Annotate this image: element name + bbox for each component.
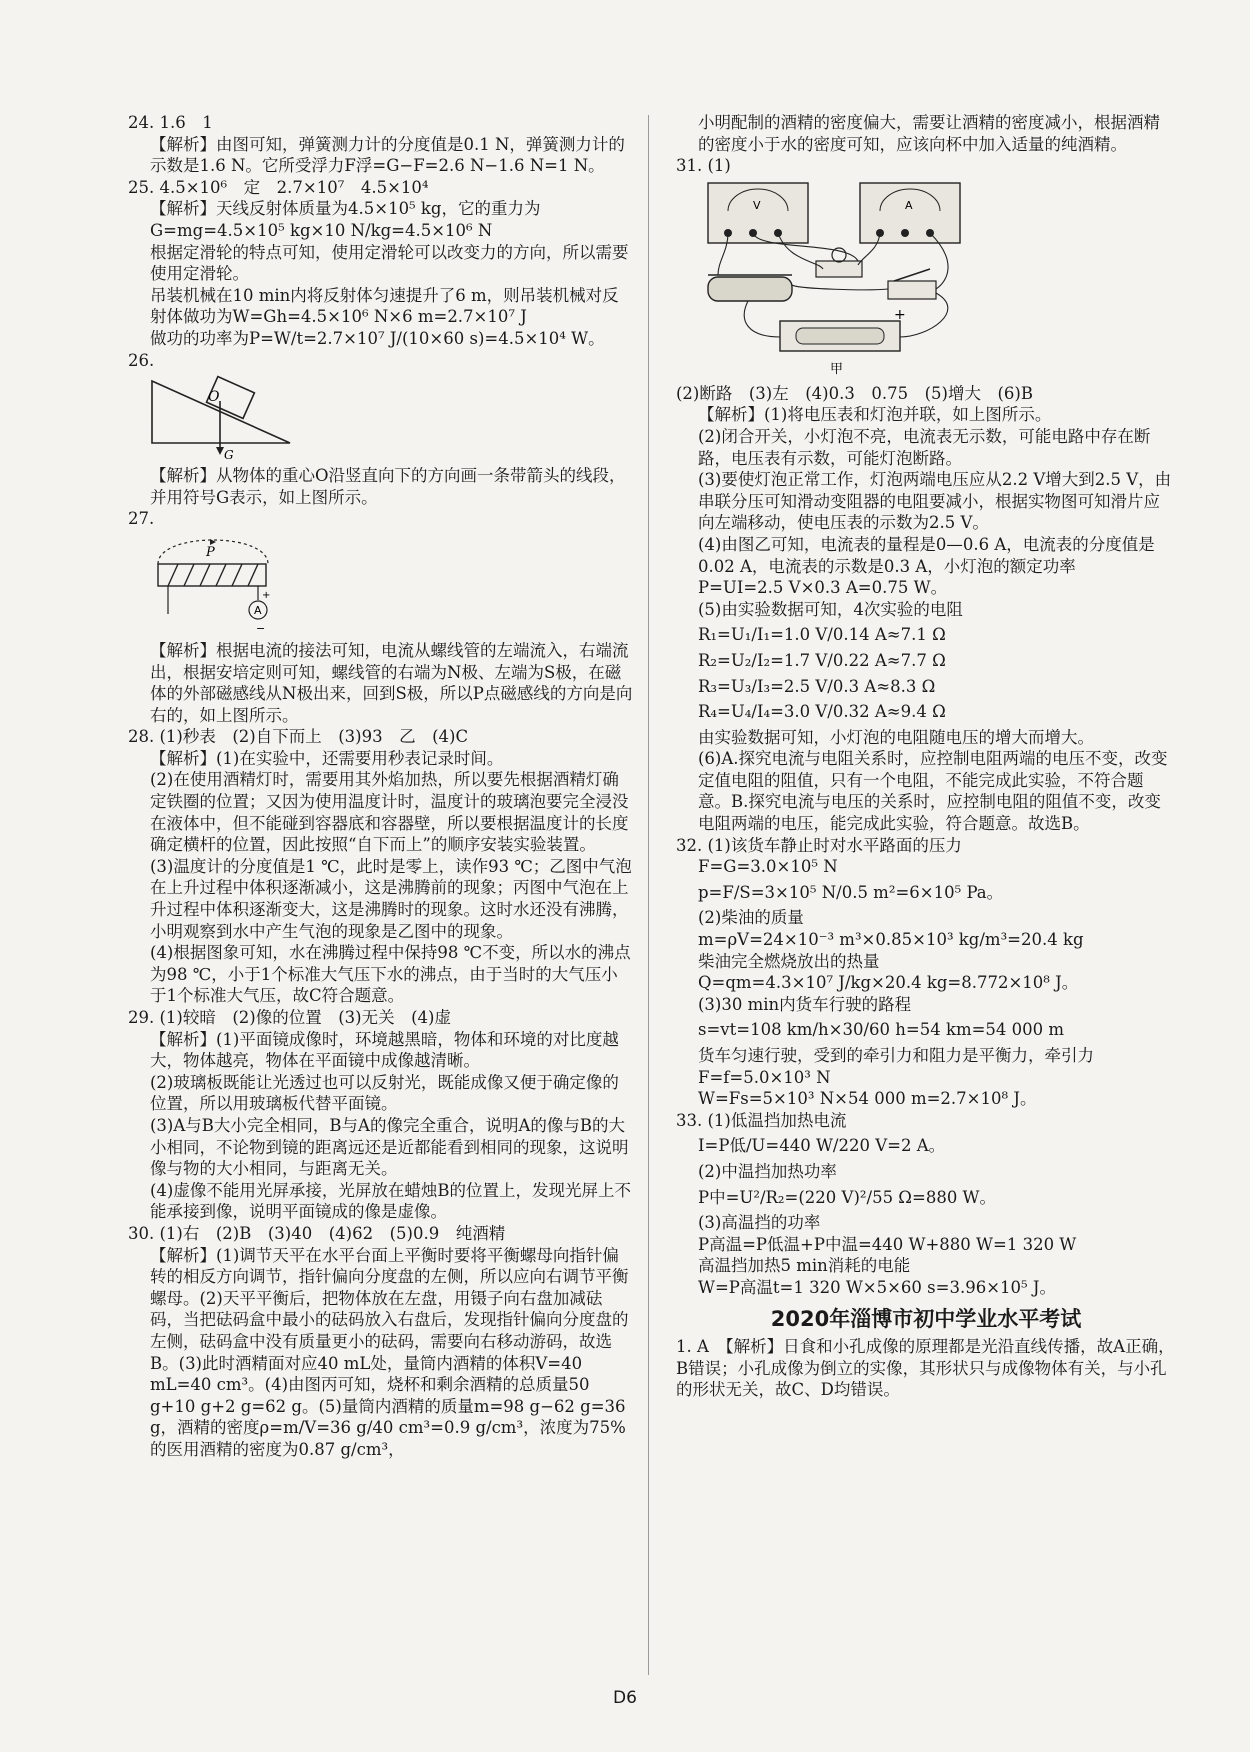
q28-explanation-1: 【解析】(1)在实验中，还需要用秒表记录时间。: [150, 748, 504, 768]
label-p: P: [206, 544, 215, 560]
q28-explanation-3: (3)温度计的分度值是1 ℃，此时是零上，读作93 ℃；乙图中气泡在上升过程中体积逐渐减小，这是沸腾前的现象；丙图中气泡在上升过程中体积逐渐变大，这是沸腾时的现象。这时水还没有沸腾，小明观察到水中产生气泡的现象是乙图中的现象。: [150, 856, 632, 941]
q31-power-formula: P=UI=2.5 V×0.3 A=0.75 W。: [698, 578, 948, 598]
q31-resistance-4: R₄=U₄/I₄=3.0 V/0.32 A≈9.4 Ω: [698, 702, 946, 722]
q33-line-1: I=P低/U=440 W/220 V=2 A。: [698, 1136, 946, 1156]
q30-explanation-continued: 小明配制的酒精的密度偏大，需要让酒精的密度减小，根据酒精的密度小于水的密度可知，应该向杯中加入适量的纯酒精。: [698, 113, 1160, 154]
switch-lever: [894, 269, 930, 281]
q33-line-5: P高温=P低温+P中温=440 W+880 W=1 320 W: [698, 1234, 1077, 1254]
q31-explanation-5: (5)由实验数据可知，4次实验的电阻: [698, 599, 963, 619]
q30-answer: 30. (1)右 (2)B (3)40 (4)62 (5)0.9 纯酒精: [128, 1223, 506, 1243]
q33-line-2: (2)中温挡加热功率: [698, 1161, 837, 1181]
battery-plus: +: [894, 306, 906, 323]
q32-line-3: (2)柴油的质量: [698, 908, 804, 928]
q32-line-10: W=Fs=5×10³ N×54 000 m=2.7×10⁸ J。: [698, 1089, 1037, 1109]
q25-answer: 25. 4.5×10⁶ 定 2.7×10⁷ 4.5×10⁴: [128, 177, 429, 197]
q32-line-8: s=vt=108 km/h×30/60 h=54 km=54 000 m: [698, 1020, 1065, 1040]
q33-line-3: P中=U²/R₂=(220 V)²/55 Ω=880 W。: [698, 1187, 997, 1207]
q33-line-7: W=P高温t=1 320 W×5×60 s=3.96×10⁵ J。: [698, 1277, 1056, 1297]
q32-line-7: (3)30 min内货车行驶的路程: [698, 994, 912, 1014]
q25-explanation-3: 吊装机械在10 min内将反射体匀速提升了6 m，则吊装机械对反射体做功为W=Gh=4.5×10⁶ N×6 m=2.7×10⁷ J: [150, 285, 619, 327]
q24-explanation: 【解析】由图可知，弹簧测力计的分度值是0.1 N，弹簧测力计的示数是1.6 N。它所受浮力F浮=G−F=2.6 N−1.6 N=1 N。: [150, 134, 625, 176]
q32-line-9: 货车匀速行驶，受到的牵引力和阻力是平衡力，牵引力F=f=5.0×10³ N: [698, 1046, 1094, 1087]
left-column: [128, 112, 634, 1460]
q30-explanation: 【解析】(1)调节天平在水平台面上平衡时要将平衡螺母向指针偏转的相反方向调节，指针偏向分度盘的左侧，所以应向右调节平衡螺母。(2)天平平衡后，把物体放在左盘，用镊子向右盘加减砝码，当把砝码盒中最小的砝码放入右盘后，发现指针偏向分度盘的左侧，砝码盒中没有质量更小的砝码，需要向右移动游码，故选B。(3)此时酒精面对应40 mL处，量筒内酒精的体积V=40 mL=40 cm³。(4)由图丙可知，烧杯和剩余酒精的总质量50 g+10 g+2 g=62 g。(5)量筒内酒精的质量m=98 g−62 g=36 g，酒精的密度ρ=m/V=36 g/40 cm³=0.9 g/cm³，浓度为75%的医用酒精的密度为0.87 g/cm³，: [150, 1245, 629, 1459]
q27-solenoid-figure: [150, 534, 280, 634]
q24-answer: 24. 1.6 1: [128, 113, 213, 132]
q25-explanation-1: 【解析】天线反射体质量为4.5×10⁵ kg，它的重力为G=mg=4.5×10⁵ kg×10 N/kg=4.5×10⁶ N: [150, 199, 541, 240]
section-title: 2020年淄博市初中学业水平考试: [770, 1306, 1082, 1331]
q26-label: 26.: [128, 350, 155, 370]
solenoid-coil: [168, 564, 258, 586]
q29-explanation-3: (3)A与B大小完全相同，B与A的像完全重合，说明A的像与B的大小相同，不论物到镜的距离远还是近都能看到相同的现象，这说明像与物的大小相同，与距离无关。: [150, 1115, 629, 1179]
q29-answer: 29. (1)较暗 (2)像的位置 (3)无关 (4)虚: [128, 1008, 451, 1027]
label-g: G: [224, 448, 234, 460]
page-number: D6: [613, 1688, 637, 1708]
q32-line-2: p=F/S=3×10⁵ N/0.5 m²=6×10⁵ Pa。: [698, 882, 1004, 902]
q25-explanation-4: 做功的功率为P=W/t=2.7×10⁷ J/(10×60 s)=4.5×10⁴ W。: [150, 328, 605, 348]
q28-explanation-4: (4)根据图象可知，水在沸腾过程中保持98 ℃不变，所以水的沸点为98 ℃，小于1个标准大气压下水的沸点，由于当时的大气压小于1个标准大气压，故C符合题意。: [150, 943, 631, 1006]
q31-conclusion: 由实验数据可知，小灯泡的电阻随电压的增大而增大。: [698, 727, 1094, 747]
column-divider: [648, 115, 649, 1675]
q32-line-1: F=G=3.0×10⁵ N: [698, 857, 838, 877]
q29-explanation-1: 【解析】(1)平面镜成像时，环境越黑暗，物体和环境的对比度越大，物体越亮，物体在平面镜中成像越清晰。: [150, 1029, 619, 1071]
q28-answer: 28. (1)秒表 (2)自下而上 (3)93 乙 (4)C: [128, 727, 469, 747]
minus-sign: −: [256, 621, 266, 634]
q26-incline-figure: [150, 375, 350, 459]
q31-label: 31. (1): [676, 156, 731, 176]
q27-explanation: 【解析】根据电流的接法可知，电流从螺线管的左端流入，右端流出，根据安培定则可知，螺线管的右端为N极、左端为S极，在磁体的外部磁感线从N极出来，回到S极，所以P点磁感线的方向是向右的，如上图所示。: [150, 640, 633, 725]
q33-line-6: 高温挡加热5 min消耗的电能: [698, 1256, 911, 1276]
q31-resistance-2: R₂=U₂/I₂=1.7 V/0.22 A≈7.7 Ω: [698, 650, 946, 670]
voltmeter-box: [708, 183, 808, 243]
q31-explanation-3: (3)要使灯泡正常工作，灯泡两端电压应从2.2 V增大到2.5 V，由串联分压可知滑动变阻器的电阻要减小，根据实物图可知滑片应向左端移动，使电压表的示数为2.5 V。: [698, 470, 1172, 533]
q31-resistance-1: R₁=U₁/I₁=1.0 V/0.14 A≈7.1 Ω: [698, 625, 946, 645]
q29-explanation-4: (4)虚像不能用光屏承接，光屏放在蜡烛B的位置上，发现光屏上不能承接到像，说明平面镜成的像是虚像。: [150, 1180, 631, 1222]
q32-answer: 32. (1)该货车静止时对水平路面的压力: [676, 835, 962, 855]
q31-explanation-4: (4)由图乙可知，电流表的量程是0—0.6 A，电流表的分度值是0.02 A，电流表的示数是0.3 A，小灯泡的额定功率: [698, 534, 1155, 576]
q31-resistance-3: R₃=U₃/I₃=2.5 V/0.3 A≈8.3 Ω: [698, 676, 936, 696]
ammeter-label: A: [254, 603, 262, 617]
q26-explanation: 【解析】从物体的重心O沿竖直向下的方向画一条带箭头的线段，并用符号G表示，如上图所示。: [150, 466, 626, 507]
q25-explanation-2: 根据定滑轮的特点可知，使用定滑轮可以改变力的方向，所以需要使用定滑轮。: [150, 242, 629, 284]
figure-caption: 甲: [830, 361, 844, 377]
q1-answer: 1. A 【解析】日食和小孔成像的原理都是光沿直线传播，故A正确，B错误；小孔成像为倒立的实像，其形状只与成像物体有关，与小孔的形状无关，故C、D均错误。: [676, 1337, 1175, 1400]
q32-line-6: Q=qm=4.3×10⁷ J/kg×20.4 kg=8.772×10⁸ J。: [698, 973, 1079, 993]
q28-explanation-2: (2)在使用酒精灯时，需要用其外焰加热，所以要先根据酒精灯确定铁圈的位置；又因为使用温度计时，温度计的玻璃泡要完全浸没在液体中，但不能碰到容器底和容器壁，所以要根据温度计的长度确定横杆的位置，因此按照“自下而上”的顺序安装实验装置。: [150, 770, 629, 855]
label-o: O: [208, 389, 220, 406]
q31-explanation-1: 【解析】(1)将电压表和灯泡并联，如上图所示。: [698, 405, 1052, 425]
rheostat: [708, 277, 792, 301]
plus-sign: +: [262, 589, 271, 601]
right-column: [676, 112, 1176, 1401]
q32-line-4: m=ρV=24×10⁻³ m³×0.85×10³ kg/m³=20.4 kg: [698, 930, 1084, 950]
q29-explanation-2: (2)玻璃板既能让光透过也可以反射光，既能成像又便于确定像的位置，所以用玻璃板代替平面镜。: [150, 1072, 619, 1114]
q31-explanation-6: (6)A.探究电流与电阻关系时，应控制电阻两端的电压不变，改变定值电阻的阻值，只有一个电阻，不能完成此实验，不符合题意。B.探究电流与电压的关系时，应控制电阻的阻值不变，改变电阻两端的电压，能完成此实验，符合题意。故选B。: [698, 749, 1168, 834]
ammeter-box: [860, 183, 960, 243]
battery-cell: [796, 328, 884, 344]
switch-base: [888, 281, 936, 299]
gravity-arrowhead: [216, 447, 224, 455]
q27-label: 27.: [128, 509, 155, 529]
q31-explanation-2: (2)闭合开关，小灯泡不亮，电流表无示数，可能电路中存在断路，电压表有示数，可能灯泡断路。: [698, 426, 1151, 468]
voltmeter-label: V: [753, 198, 761, 212]
ammeter-label: A: [905, 198, 913, 212]
q33-line-4: (3)高温挡的功率: [698, 1213, 821, 1233]
q33-answer: 33. (1)低温挡加热电流: [676, 1110, 847, 1130]
q31-circuit-figure: [698, 181, 988, 377]
q32-line-5: 柴油完全燃烧放出的热量: [698, 951, 880, 971]
a-terminal-2: [901, 229, 909, 237]
q31-answers: (2)断路 (3)左 (4)0.3 0.75 (5)增大 (6)B: [676, 383, 1033, 403]
